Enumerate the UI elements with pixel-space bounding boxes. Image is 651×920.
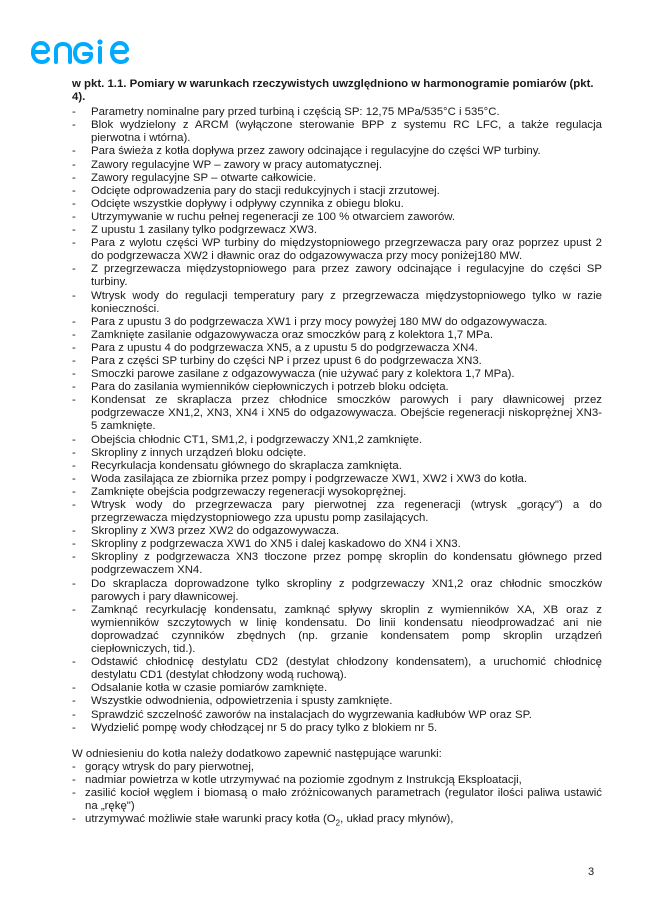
list-item-text: Parametry nominalne pary przed turbiną i częścią SP: 12,75 MPa/535°C i 535°C. xyxy=(91,106,500,119)
list-item-text: Obejścia chłodnic CT1, SM1,2, i podgrzewaczy XN1,2 zamknięte. xyxy=(91,433,423,446)
bullet-dash: - xyxy=(72,525,76,538)
list-item xyxy=(72,342,602,355)
bullet-dash: - xyxy=(72,708,76,721)
bullet-dash: - xyxy=(72,237,76,250)
list-item xyxy=(72,106,602,119)
list-item-text: Blok wydzielony z ARCM (wyłączone sterowanie BPP z systemu RC LFC, a także regulacja pierwotna i wtórna). xyxy=(91,119,602,145)
list-item-text: Odsalanie kotła w czasie pomiarów zamknięte. xyxy=(91,682,328,695)
page-number: 3 xyxy=(588,866,595,878)
bullet-dash: - xyxy=(72,603,76,616)
boiler-conditions-list xyxy=(72,761,602,826)
bullet-dash: - xyxy=(72,341,76,354)
list-item-text: Skropliny z podgrzewacza XN3 tłoczone przez pompę skroplin do kondensatu głównego przed podgrzewaczem XN4. xyxy=(91,551,602,577)
list-item xyxy=(72,290,602,316)
list-item xyxy=(72,355,602,368)
bullet-dash: - xyxy=(72,106,76,119)
list-item xyxy=(72,237,602,263)
bullet-dash: - xyxy=(72,695,76,708)
bullet-dash: - xyxy=(72,328,76,341)
list-item xyxy=(72,329,602,342)
list-item xyxy=(72,316,602,329)
list-item xyxy=(72,368,602,381)
list-item xyxy=(72,185,602,198)
list-item xyxy=(72,578,602,604)
list-item: - nadmiar powietrza w kotle utrzymywać na poziomie zgodnym z Instrukcją Eksploatacji, xyxy=(72,773,522,786)
bullet-dash: - xyxy=(72,197,76,210)
list-item xyxy=(72,538,602,551)
list-item xyxy=(72,722,602,735)
list-item-text: Wydzielić pompę wody chłodzącej nr 5 do pracy tylko z blokiem nr 5. xyxy=(91,721,438,734)
list-item-text: Zamknąć recyrkulację kondensatu, zamknąć spływy skroplin z wymienników XA, XB oraz z wymienników szczytowych w linię kondensatu. Do linii kondensatu nieodprowadzać ani nie doprowadzać czynników zbędnych (np. grzanie kondensatem pomp skroplin urządzeń ciepłowniczych, tid.). xyxy=(91,603,602,656)
list-item-text: Zamknięte obejścia podgrzewaczy regeneracji wysokoprężnej. xyxy=(91,485,407,498)
list-item-text: Odcięte wszystkie dopływy i odpływy czynnika z obiegu bloku. xyxy=(91,197,404,210)
bullet-dash: - xyxy=(72,119,76,132)
bullet-dash: - xyxy=(72,263,76,276)
list-item-text: Sprawdzić szczelność zaworów na instalacjach do wygrzewania kadłubów WP oraz SP. xyxy=(91,708,532,721)
bullet-dash: - xyxy=(72,394,76,407)
list-item-text: Woda zasilająca ze zbiornika przez pompy i podgrzewacze XW1, XW2 i XW3 do kotła. xyxy=(91,472,527,485)
list-item: - zasilić kocioł węglem i biomasą o mało zróżnicowanych parametrach (regulator ilości paliwa ustawić na „rękę") xyxy=(72,786,602,813)
list-item xyxy=(72,486,602,499)
bullet-dash: - xyxy=(72,171,76,184)
list-item-text: Skropliny z XW3 przez XW2 do odgazowywacza. xyxy=(91,525,340,538)
list-item-text: Wtrysk wody do przegrzewacza pary pierwotnej zza regeneracji (wtrysk „gorący") a do przegrzewacza międzystopniowego zza upustu pomp zasilających. xyxy=(91,499,602,525)
list-item-text: Wtrysk wody do regulacji temperatury pary z przegrzewacza międzystopniowego tylko w razie konieczności. xyxy=(91,289,602,315)
list-item xyxy=(72,119,602,145)
bullet-dash: - xyxy=(72,760,76,773)
list-item xyxy=(72,709,602,722)
bullet-dash: - xyxy=(72,786,76,799)
list-item xyxy=(72,447,602,460)
bullet-dash: - xyxy=(72,459,76,472)
list-item xyxy=(72,381,602,394)
list-item-text: Wszystkie odwodnienia, odpowietrzenia i spusty zamknięte. xyxy=(91,695,393,708)
list-item-text: Skropliny z podgrzewacza XW1 do XN5 i dalej kaskadowo do XN4 i XN3. xyxy=(91,538,461,551)
bullet-dash: - xyxy=(72,145,76,158)
list-item-text: Para do zasilania wymienników ciepłowniczych i potrzeb bloku odcięta. xyxy=(91,381,449,394)
list-item xyxy=(72,604,602,656)
bullet-dash: - xyxy=(72,551,76,564)
bullet-dash: - xyxy=(72,433,76,446)
list-item-text: Z upustu 1 zasilany tylko podgrzewacz XW3. xyxy=(91,224,318,237)
list-item-text: Utrzymywanie w ruchu pełnej regeneracji ze 100 % otwarciem zaworów. xyxy=(91,210,456,223)
list-item xyxy=(72,198,602,211)
list-item-text: Para z części SP turbiny do części NP i przez upust 6 do podgrzewacza XN3. xyxy=(91,354,482,367)
bullet-dash: - xyxy=(72,577,76,590)
list-item-text: Zawory regulacyjne WP – zawory w pracy automatycznej. xyxy=(91,158,382,171)
boiler-intro: W odniesieniu do kotła należy dodatkowo zapewnić następujące warunki: xyxy=(72,747,442,760)
list-item-text: Para z upustu 3 do podgrzewacza XW1 i przy mocy powyżej 180 MW do odgazowywacza. xyxy=(91,315,548,328)
bullet-dash: - xyxy=(72,224,76,237)
bullet-dash: - xyxy=(72,656,76,669)
bullet-dash: - xyxy=(72,538,76,551)
bullet-dash: - xyxy=(72,472,76,485)
bullet-dash: - xyxy=(72,354,76,367)
bullet-dash: - xyxy=(72,184,76,197)
list-item xyxy=(72,394,602,433)
list-item xyxy=(72,499,602,525)
list-item: - utrzymywać możliwie stałe warunki pracy kotła ($O_2$, układ pracy młynów), xyxy=(72,813,454,828)
list-item-text: Z przegrzewacza międzystopniowego para przez zawory odcinające i regulacyjne do części SP turbiny. xyxy=(91,263,602,289)
conditions-list xyxy=(72,106,602,735)
bullet-dash: - xyxy=(72,773,76,786)
list-item xyxy=(72,263,602,289)
list-item-text: Odstawić chłodnicę destylatu CD2 (destylat chłodzony kondensatem), a uruchomić chłodnicę destylatu CD1 (destylat chłodzony wodą ruchową). xyxy=(91,656,602,682)
engie-logo xyxy=(30,38,148,66)
list-item xyxy=(72,172,602,185)
bullet-dash: - xyxy=(72,485,76,498)
bullet-dash: - xyxy=(72,381,76,394)
bullet-dash: - xyxy=(72,721,76,734)
list-item xyxy=(72,551,602,577)
list-item-text: Zawory regulacyjne SP – otwarte całkowicie. xyxy=(91,171,317,184)
list-item-text: Para z wylotu części WP turbiny do międzystopniowego przegrzewacza pary oraz poprzez upust 2 do podgrzewacza XW2 i dławnic oraz do odgazowywacza przy mocy poniżej180 MW. xyxy=(91,237,602,263)
bullet-dash: - xyxy=(72,315,76,328)
list-item xyxy=(72,695,602,708)
list-item-text: Recyrkulacja kondensatu głównego do skraplacza zamknięta. xyxy=(91,459,402,472)
list-item xyxy=(72,525,602,538)
list-item xyxy=(72,145,602,158)
list-item: - gorący wtrysk do pary pierwotnej, xyxy=(72,760,255,773)
bullet-dash: - xyxy=(72,158,76,171)
bullet-dash: - xyxy=(72,813,76,826)
list-item-text: Skropliny z innych urządzeń bloku odcięte. xyxy=(91,446,307,459)
list-item xyxy=(72,682,602,695)
list-item xyxy=(72,224,602,237)
bullet-dash: - xyxy=(72,682,76,695)
list-item xyxy=(72,159,602,172)
document-body xyxy=(72,78,602,826)
list-item-text: Kondensat ze skraplacza przez chłodnice smoczków parowych i pary dławnicowej przez podgrzewacze XN1,2, XN3, XN4 i XN5 do odgazowywacza. Obejście regeneracji niskoprężnej XN3-5 zamknięte. xyxy=(91,394,602,433)
bullet-dash: - xyxy=(72,499,76,511)
list-item-text: Odcięte odprowadzenia pary do stacji redukcyjnych i stacji zrzutowej. xyxy=(91,184,440,197)
list-item-text: Para świeża z kotła dopływa przez zawory odcinające i regulacyjne do części WP turbiny. xyxy=(91,145,541,158)
list-item xyxy=(72,211,602,224)
list-item xyxy=(72,473,602,486)
bullet-dash: - xyxy=(72,289,76,302)
bullet-dash: - xyxy=(72,368,76,381)
list-item-text: Do skraplacza doprowadzone tylko skropliny z podgrzewaczy XN1,2 oraz chłodnic smoczków parowych i pary dławnicowej. xyxy=(91,577,602,603)
list-item-text: Smoczki parowe zasilane z odgazowywacza (nie używać pary z kolektora 1,7 MPa). xyxy=(91,368,515,381)
list-item-text: Para z upustu 4 do podgrzewacza XN5, a z upustu 5 do podgrzewacza XN4. xyxy=(91,341,478,354)
list-item xyxy=(72,460,602,473)
list-item xyxy=(72,434,602,447)
bullet-dash: - xyxy=(72,446,76,459)
bullet-dash: - xyxy=(72,210,76,223)
list-item xyxy=(72,656,602,682)
section-heading: w pkt. 1.1. Pomiary w warunkach rzeczywistych uwzględniono w harmonogramie pomiarów (pkt. 4). xyxy=(72,78,594,104)
list-item-text: Zamknięte zasilanie odgazowywacza oraz smoczków parą z kolektora 1,7 MPa. xyxy=(91,328,494,341)
